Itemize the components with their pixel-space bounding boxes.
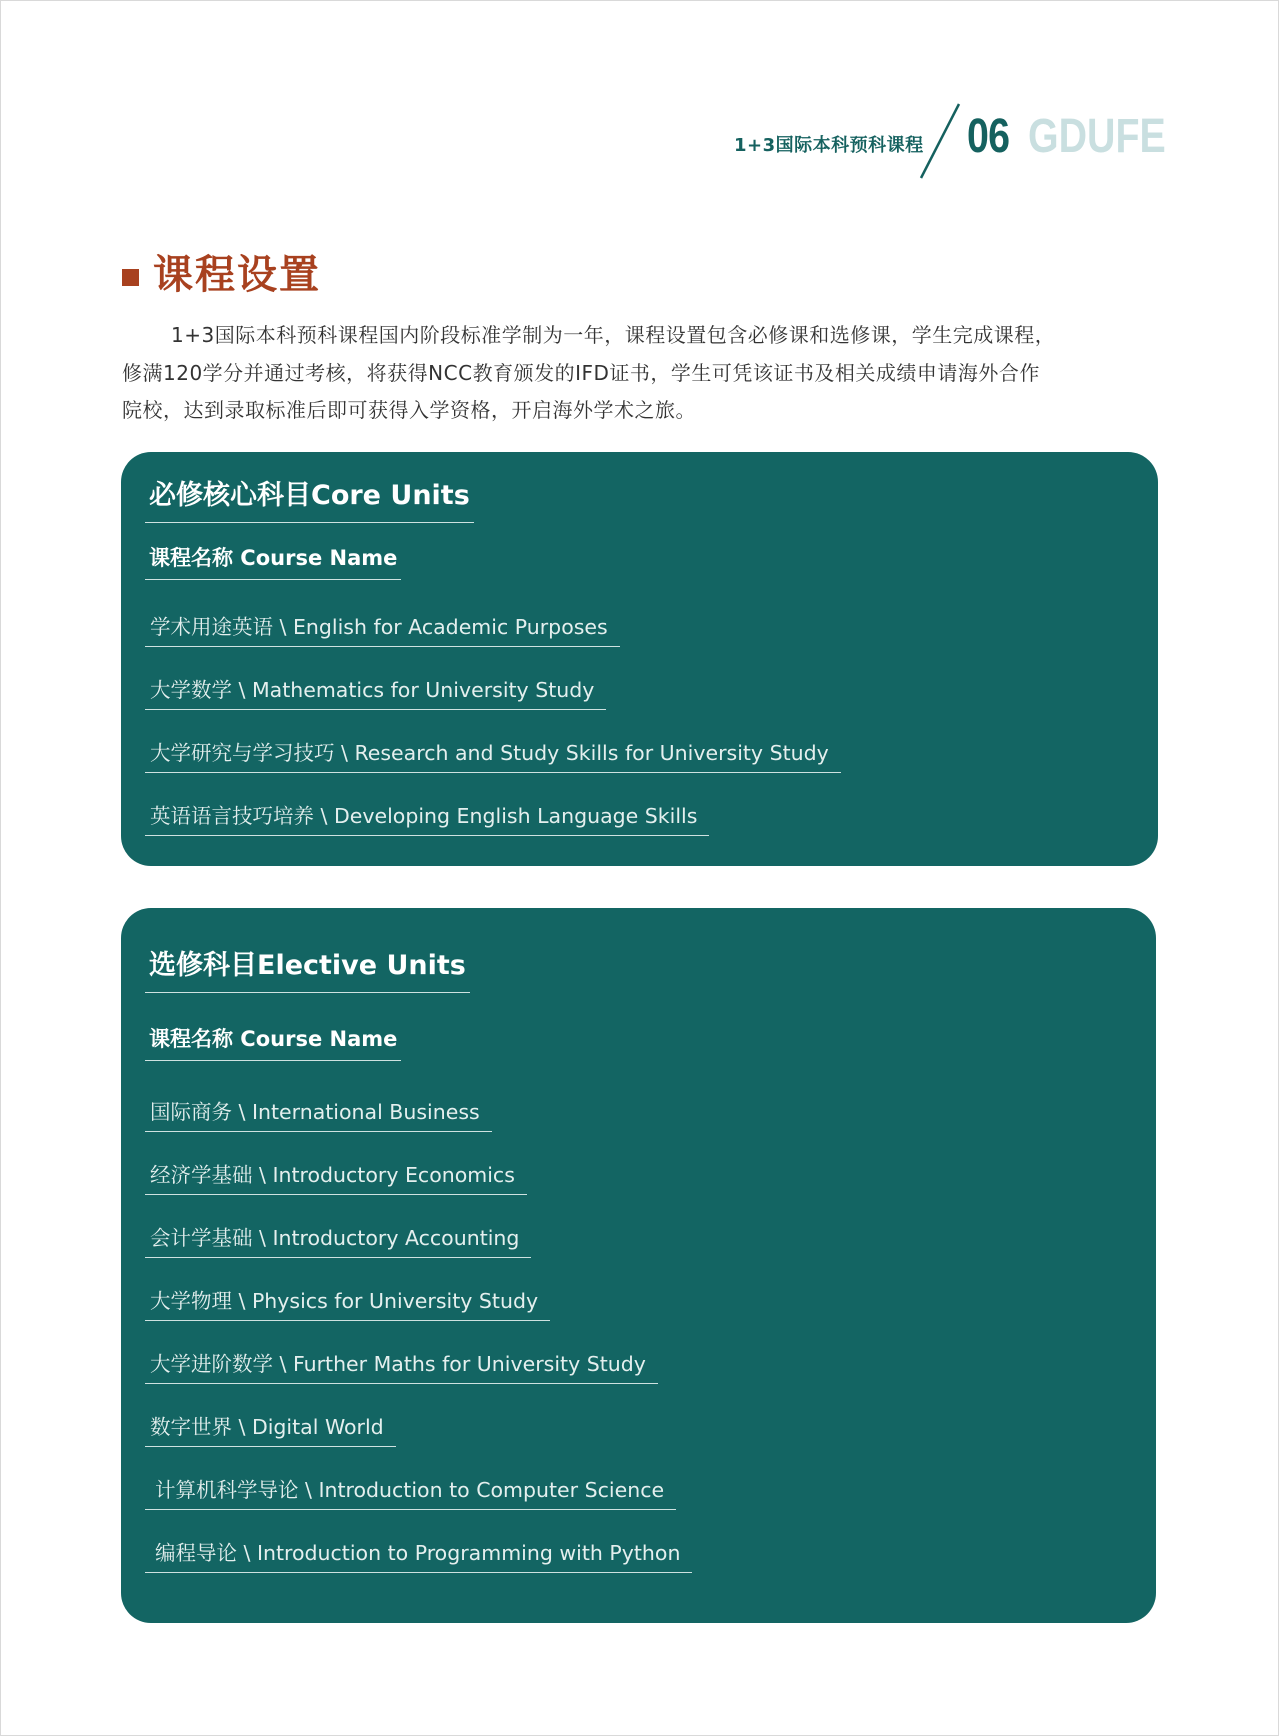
elective-course-name-header: 课程名称 Course Name <box>145 1024 401 1061</box>
course-item: 数字世界 \ Digital World <box>145 1412 396 1447</box>
intro-line: 院校，达到录取标准后即可获得入学资格，开启海外学术之旅。 <box>122 398 696 422</box>
course-item: 大学物理 \ Physics for University Study <box>145 1286 550 1321</box>
core-units-card <box>121 452 1158 866</box>
intro-line: 修满120学分并通过考核，将获得NCC教育颁发的IFD证书，学生可凭该证书及相关成绩申请海外合作 <box>122 360 1040 385</box>
course-item: 学术用途英语 \ English for Academic Purposes <box>145 612 620 647</box>
course-item: 计算机科学导论 \ Introduction to Computer Science <box>145 1475 676 1510</box>
course-item: 大学进阶数学 \ Further Maths for University Study <box>145 1349 658 1384</box>
header-subtitle: 1+3国际本科预科课程 <box>734 135 924 156</box>
course-item: 经济学基础 \ Introductory Economics <box>145 1160 527 1195</box>
intro-paragraph <box>122 317 1122 430</box>
course-item: 英语语言技巧培养 \ Developing English Language Skills <box>145 801 709 836</box>
core-units-title: 必修核心科目Core Units <box>145 476 474 523</box>
course-item: 大学数学 \ Mathematics for University Study <box>145 675 606 710</box>
section-title: 课程设置 <box>153 252 321 298</box>
header-slash-divider <box>916 101 966 181</box>
elective-units-card <box>121 908 1156 1623</box>
elective-units-title: 选修科目Elective Units <box>145 946 470 993</box>
course-item: 会计学基础 \ Introductory Accounting <box>145 1223 531 1258</box>
intro-line: 1+3国际本科预科课程国内阶段标准学制为一年，课程设置包含必修课和选修课，学生完成课程， <box>171 323 1056 347</box>
page-number: 06 <box>967 110 1010 163</box>
section-title-square-icon <box>122 269 139 286</box>
course-item: 大学研究与学习技巧 \ Research and Study Skills for University Study <box>145 738 841 773</box>
brand-logo-text: GDUFE <box>1028 110 1166 163</box>
course-item: 国际商务 \ International Business <box>145 1097 492 1132</box>
course-item: 编程导论 \ Introduction to Programming with Python <box>145 1538 692 1573</box>
core-course-name-header: 课程名称 Course Name <box>145 543 401 580</box>
